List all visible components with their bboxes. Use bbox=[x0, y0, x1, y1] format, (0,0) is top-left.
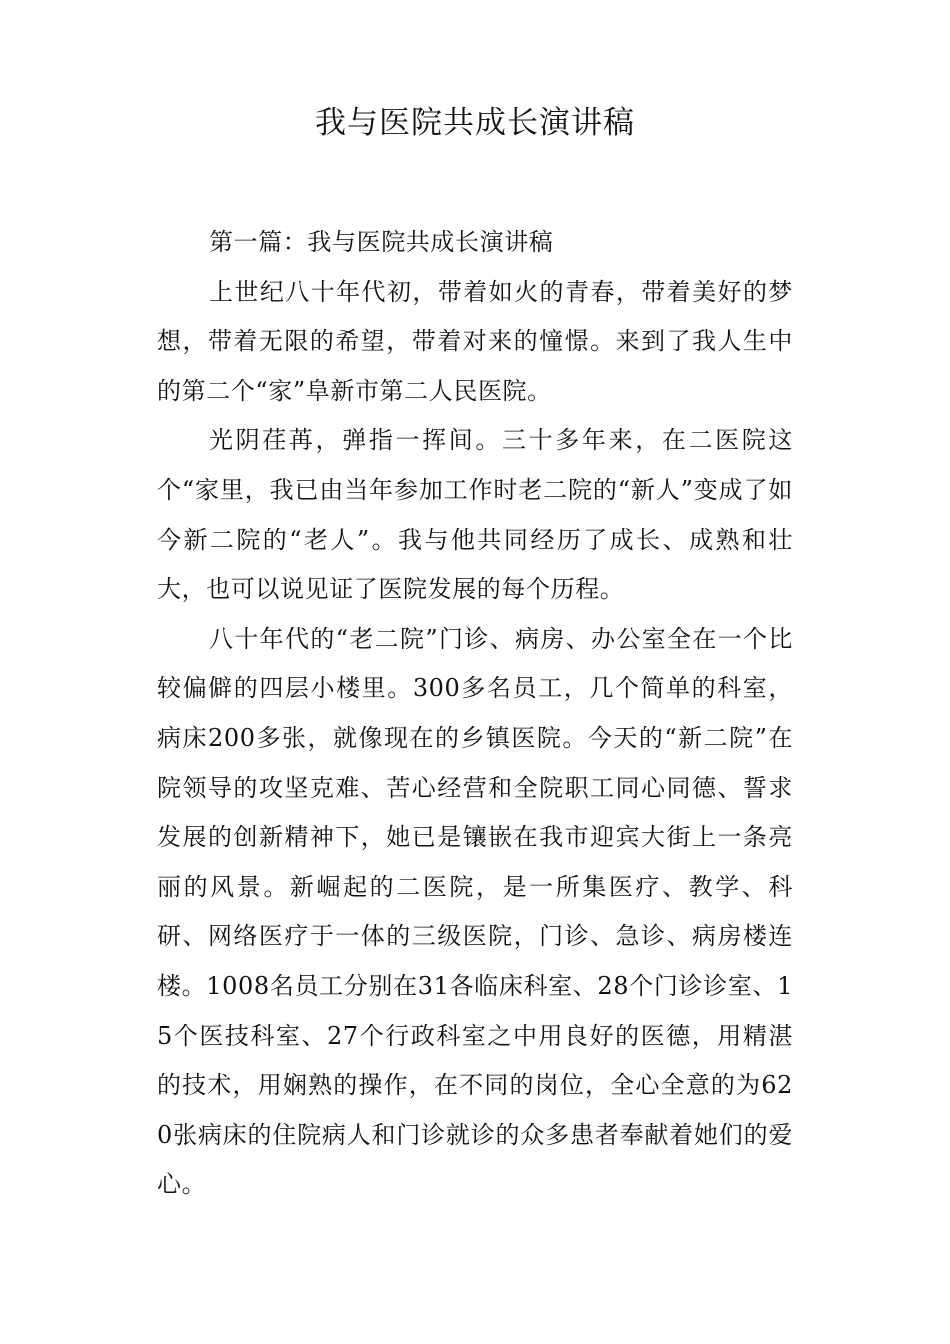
paragraph: 八十年代的“老二院”门诊、病房、办公室全在一个比较偏僻的四层小楼里。300多名员工，几个简单的科室，病床200多张，就像现在的乡镇医院。今天的“新二院”在院领导的攻坚克难、苦心经营和全院职工同心同德、誓求发展的创新精神下，她已是镶嵌在我市迎宾大街上一条亮丽的风景。新崛起的二医院，是一所集医疗、教学、科研、网络医疗于一体的三级医院，门诊、急诊、病房楼连楼。1008名员工分别在31各临床科室、28个门诊诊室、15个医技科室、27个行政科室之中用良好的医德，用精湛的技术，用娴熟的操作，在不同的岗位，全心全意的为620张病床的住院病人和门诊就诊的众多患者奉献着她们的爱心。 bbox=[157, 624, 793, 1199]
paragraph: 光阴荏苒，弹指一挥间。三十多年来，在二医院这个“家里，我已由当年参加工作时老二院的“新人”变成了如今新二院的“老人”。我与他共同经历了成长、成熟和壮大，也可以说见证了医院发展的每个历程。 bbox=[157, 426, 793, 604]
document-title: 我与医院共成长演讲稿 bbox=[315, 105, 635, 141]
document-body bbox=[157, 218, 793, 1210]
paragraph-heading: 第一篇：我与医院共成长演讲稿 bbox=[209, 228, 554, 256]
paragraph: 上世纪八十年代初，带着如火的青春，带着美好的梦想，带着无限的希望，带着对来的憧憬。来到了我人生中的第二个“家”阜新市第二人民医院。 bbox=[157, 277, 793, 405]
